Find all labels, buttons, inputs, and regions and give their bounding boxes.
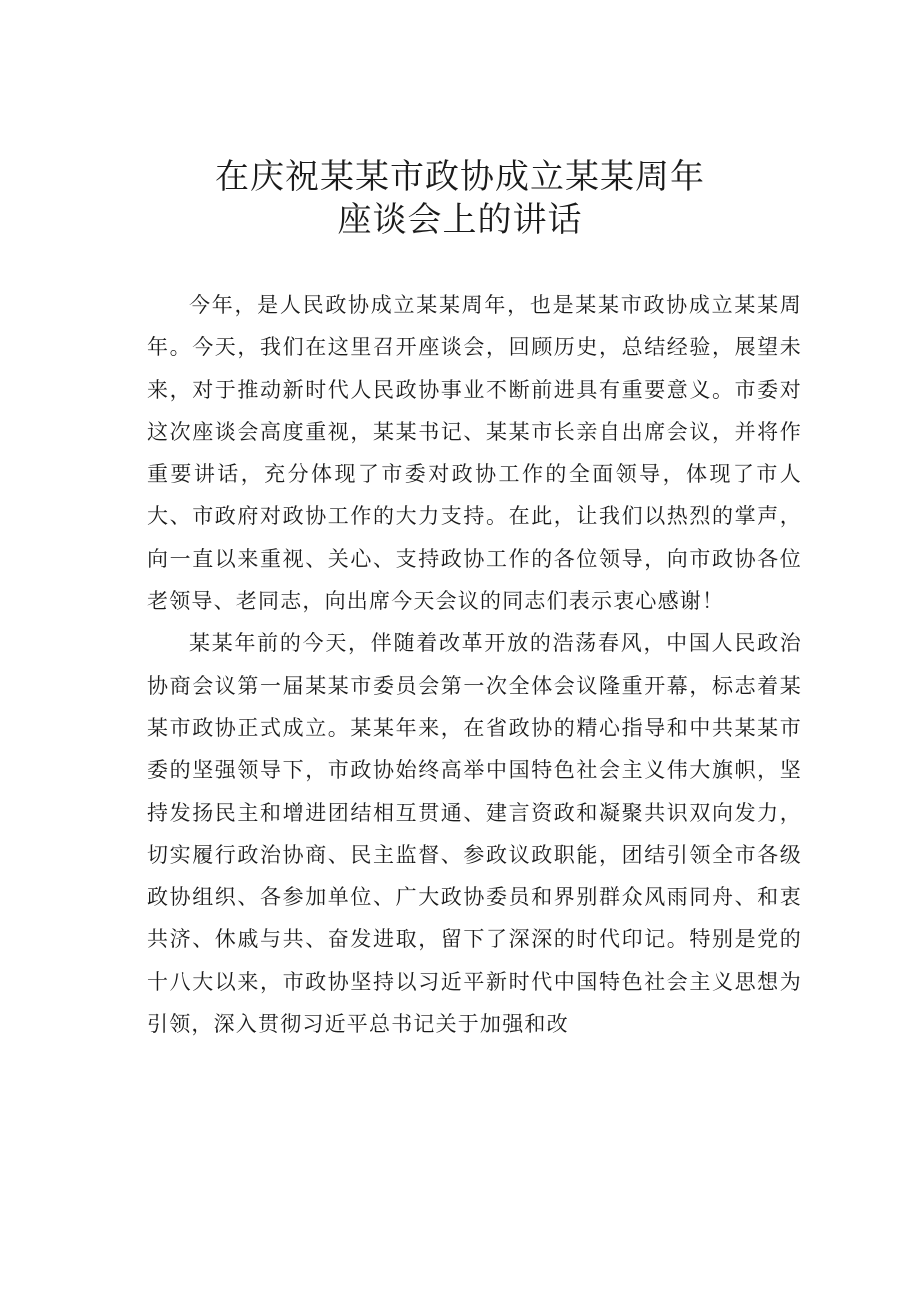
paragraph-1: 今年，是人民政协成立某某周年，也是某某市政协成立某某周年。今天，我们在这里召开座谈会，回顾历史，总结经验，展望未来，对于推动新时代人民政协事业不断前进具有重要意义。市委对这次座谈会高度重视，某某书记、某某市长亲自出席会议，并将作重要讲话，充分体现了市委对政协工作的全面领导，体现了市人大、市政府对政协工作的大力支持。在此，让我们以热烈的掌声，向一直以来重视、关心、支持政协工作的各位领导，向市政协各位老领导、老同志，向出席今天会议的同志们表示衷心感谢！ bbox=[147, 293, 802, 614]
paragraph-2: 某某年前的今天，伴随着改革开放的浩荡春风，中国人民政治协商会议第一届某某市委员会第一次全体会议隆重开幕，标志着某某市政协正式成立。某某年来，在省政协的精心指导和中共某某市委的坚强领导下，市政协始终高举中国特色社会主义伟大旗帜，坚持发扬民主和增进团结相互贯通、建言资政和凝聚共识双向发力，切实履行政治协商、民主监督、参政议政职能，团结引领全市各级政协组织、各参加单位、广大政协委员和界别群众风雨同舟、和衷共济、休戚与共、奋发进取，留下了深深的时代印记。特别是党的十八大以来，市政协坚持以习近平新时代中国特色社会主义思想为引领，深入贯彻习近平总书记关于加强和改 bbox=[147, 631, 802, 1037]
document-title-line-1: 在庆祝某某市政协成立某某周年 bbox=[215, 157, 705, 197]
document-title-line-2: 座谈会上的讲话 bbox=[337, 200, 583, 240]
document-body bbox=[147, 284, 802, 1045]
